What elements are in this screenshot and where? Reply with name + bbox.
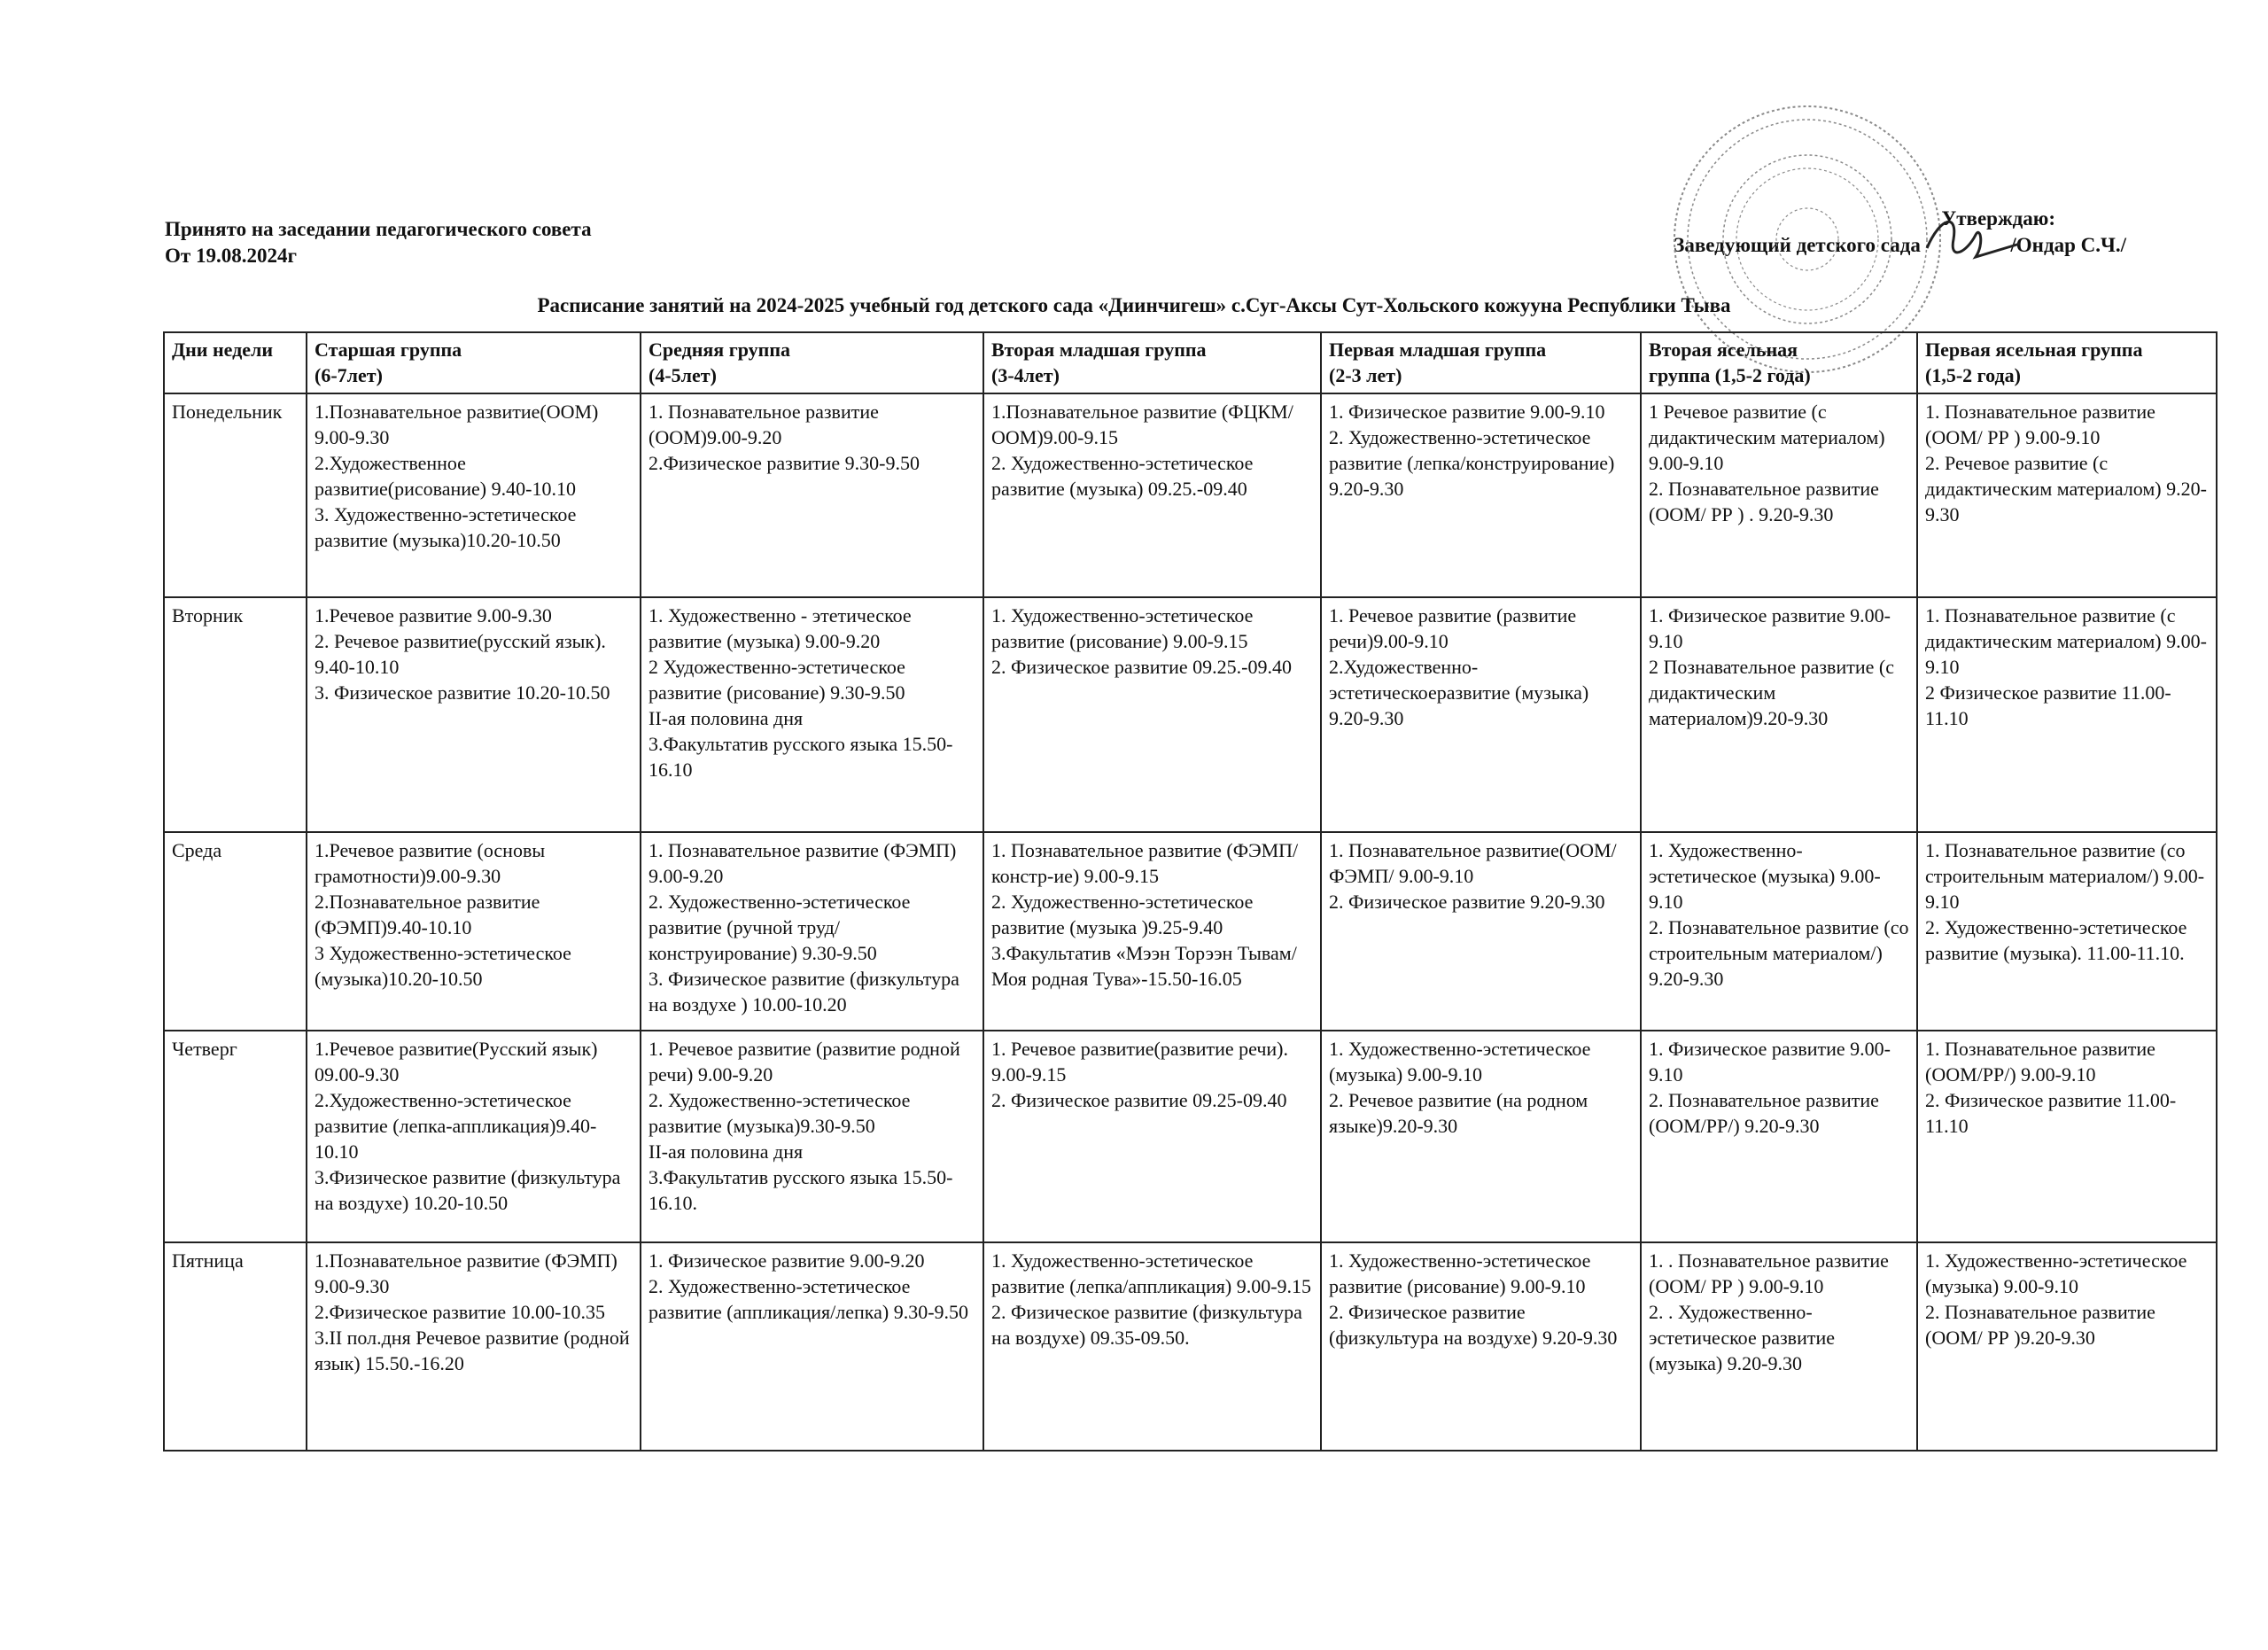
approve-block: [1674, 206, 2126, 259]
lesson-item: 2. Физическое развитие 09.25.-09.40: [991, 656, 1292, 678]
table-row: [164, 393, 2217, 597]
group-name: Первая ясельная группа: [1925, 339, 2143, 361]
group-name: Вторая младшая группа: [991, 339, 1207, 361]
lesson-item: 2. Художественно-эстетическое развитие (ручной труд/конструирование) 9.30-9.50: [649, 891, 911, 964]
column-header-group: [1917, 332, 2217, 393]
lesson-item: II-ая половина дня: [649, 1140, 804, 1163]
schedule-cell: [1321, 597, 1641, 832]
group-name: Первая младшая группа: [1329, 339, 1547, 361]
column-header-group: [641, 332, 983, 393]
column-header-group: [307, 332, 641, 393]
group-name: Вторая ясельная: [1649, 339, 1798, 361]
lesson-item: 2.Познавательное развитие (ФЭМП)9.40-10.10: [315, 891, 540, 938]
lesson-item: 2.Художественное развитие(рисование) 9.40-10.10: [315, 452, 576, 500]
group-age: группа (1,5-2 года): [1649, 364, 1811, 386]
lesson-item: 2 Познавательное развитие (с дидактическим материалом)9.20-9.30: [1649, 656, 1894, 729]
schedule-cell: [641, 832, 983, 1031]
lesson-item: 2. Физическое развитие (физкультура на воздухе) 09.35-09.50.: [991, 1301, 1302, 1349]
approve-label: Утверждаю:: [1941, 207, 2055, 230]
lesson-item: 1. Физическое развитие 9.00-9.20: [649, 1249, 925, 1272]
day-cell: Четверг: [164, 1031, 307, 1242]
lesson-item: 1. Художественно-эстетическое развитие (рисование) 9.00-9.15: [991, 604, 1254, 652]
schedule-cell: [1917, 393, 2217, 597]
lesson-item: 1.Речевое развитие (основы грамотности)9.00-9.30: [315, 839, 546, 887]
lesson-item: 2. Речевое развитие (с дидактическим материалом) 9.20-9.30: [1925, 452, 2207, 525]
lesson-item: 1. Речевое развитие (развитие речи)9.00-9.10: [1329, 604, 1577, 652]
lesson-item: 3. Художественно-эстетическое развитие (музыка)10.20-10.50: [315, 503, 577, 551]
day-cell: Пятница: [164, 1242, 307, 1451]
schedule-cell: [1641, 597, 1917, 832]
lesson-item: 1. Речевое развитие (развитие родной речи) 9.00-9.20: [649, 1038, 960, 1086]
lesson-item: 3.Факультатив русского языка 15.50-16.10: [649, 733, 953, 781]
lesson-item: 1.Познавательное развитие (ФЭМП) 9.00-9.30: [315, 1249, 617, 1297]
column-header-group: [983, 332, 1321, 393]
document-title: Расписание занятий на 2024-2025 учебный год детского сада «Диинчигеш» с.Суг-Аксы Сут-Хольского кожууна Республики Тыва: [537, 294, 1731, 316]
accepted-date: От 19.08.2024г: [165, 245, 297, 267]
approve-position: Заведующий детского сада: [1674, 234, 1921, 256]
lesson-item: 2.Художественно-эстетическоеразвитие (музыка) 9.20-9.30: [1329, 656, 1589, 729]
lesson-item: 1. Познавательное развитие(ООМ/ФЭМП/ 9.00-9.10: [1329, 839, 1617, 887]
lesson-item: 1.Познавательное развитие (ФЦКМ/ООМ)9.00-9.15: [991, 401, 1293, 448]
schedule-cell: [307, 1031, 641, 1242]
lesson-item: 2. Познавательное развитие (со строительным материалом/) 9.20-9.30: [1649, 916, 1909, 990]
lesson-item: 2. Художественно-эстетическое развитие (лепка/конструирование) 9.20-9.30: [1329, 426, 1615, 500]
lesson-item: 2. Речевое развитие (на родном языке)9.20-9.30: [1329, 1089, 1588, 1137]
lesson-item: 1. Художественно-эстетическое развитие (лепка/аппликация) 9.00-9.15: [991, 1249, 1312, 1297]
lesson-item: 3 Художественно-эстетическое (музыка)10.20-10.50: [315, 942, 571, 990]
lesson-item: 1. . Познавательное развитие (ООМ/ РР ) 9.00-9.10: [1649, 1249, 1889, 1297]
schedule-cell: [1321, 393, 1641, 597]
lesson-item: 1 Речевое развитие (с дидактическим материалом) 9.00-9.10: [1649, 401, 1885, 474]
lesson-item: 2. . Художественно-эстетическое развитие (музыка) 9.20-9.30: [1649, 1301, 1835, 1374]
lesson-item: 1. Художественно-эстетическое (музыка) 9.00-9.10: [1329, 1038, 1591, 1086]
lesson-item: 3.Факультатив «Мээн Торээн Тывам/Моя родная Тува»-15.50-16.05: [991, 942, 1297, 990]
schedule-cell: [307, 832, 641, 1031]
lesson-item: 2. Физическое развитие 09.25-09.40: [991, 1089, 1287, 1111]
schedule-cell: [307, 597, 641, 832]
lesson-item: 3.Факультатив русского языка 15.50-16.10.: [649, 1166, 953, 1214]
lesson-item: 1. Познавательное развитие (ООМ/РР/) 9.00-9.10: [1925, 1038, 2155, 1086]
schedule-cell: [307, 393, 641, 597]
schedule-cell: [641, 1242, 983, 1451]
lesson-item: 1. Познавательное развитие (ООМ)9.00-9.20: [649, 401, 879, 448]
group-age: (3-4лет): [991, 364, 1060, 386]
lesson-item: 2. Художественно-эстетическое развитие (музыка). 11.00-11.10.: [1925, 916, 2187, 964]
lesson-item: 2. Художественно-эстетическое развитие (музыка)9.30-9.50: [649, 1089, 911, 1137]
lesson-item: 2.Физическое развитие 10.00-10.35: [315, 1301, 605, 1323]
lesson-item: 2. Физическое развитие 11.00-11.10: [1925, 1089, 2177, 1137]
lesson-item: 1. Познавательное развитие (с дидактическим материалом) 9.00-9.10: [1925, 604, 2207, 678]
schedule-cell: [641, 597, 983, 832]
lesson-item: 1. Физическое развитие 9.00-9.10: [1649, 1038, 1891, 1086]
lesson-item: 1. Художественно-эстетическое развитие (рисование) 9.00-9.10: [1329, 1249, 1591, 1297]
lesson-item: 2. Художественно-эстетическое развитие (музыка )9.25-9.40: [991, 891, 1254, 938]
schedule-cell: [1321, 832, 1641, 1031]
column-header-days: [164, 332, 307, 393]
schedule-cell: [1641, 1242, 1917, 1451]
schedule-cell: [1321, 1242, 1641, 1451]
lesson-item: 1. Познавательное развитие (со строительным материалом/) 9.00-9.10: [1925, 839, 2205, 913]
lesson-item: 2. Физическое развитие (физкультура на воздухе) 9.20-9.30: [1329, 1301, 1618, 1349]
schedule-cell: [641, 393, 983, 597]
schedule-cell: [983, 597, 1321, 832]
lesson-item: 2. Художественно-эстетическое развитие (аппликация/лепка) 9.30-9.50: [649, 1275, 969, 1323]
lesson-item: 1. Речевое развитие(развитие речи). 9.00-9.15: [991, 1038, 1289, 1086]
table-row: [164, 1242, 2217, 1451]
schedule-cell: [983, 1242, 1321, 1451]
schedule-cell: [1917, 1242, 2217, 1451]
lesson-item: 3.Физическое развитие (физкультура на воздухе) 10.20-10.50: [315, 1166, 621, 1214]
approve-position-line: [1674, 232, 2126, 259]
group-age: (1,5-2 года): [1925, 364, 2021, 386]
header-row: [164, 332, 2217, 393]
lesson-item: 2.Художественно-эстетическое развитие (лепка-аппликация)9.40-10.10: [315, 1089, 597, 1163]
lesson-item: 1. Физическое развитие 9.00-9.10: [1649, 604, 1891, 652]
lesson-item: II-ая половина дня: [649, 707, 804, 729]
lesson-item: 3. Физическое развитие 10.20-10.50: [315, 681, 610, 704]
lesson-item: 2. Художественно-эстетическое развитие (музыка) 09.25.-09.40: [991, 452, 1254, 500]
lesson-item: 1.Речевое развитие 9.00-9.30: [315, 604, 552, 627]
approve-name: /Ондар С.Ч./: [2010, 234, 2126, 256]
group-age: (6-7лет): [315, 364, 383, 386]
schedule-cell: [983, 832, 1321, 1031]
lesson-item: 2. Речевое развитие(русский язык). 9.40-10.10: [315, 630, 606, 678]
schedule-cell: [307, 1242, 641, 1451]
column-header-group: [1641, 332, 1917, 393]
lesson-item: 1. Физическое развитие 9.00-9.10: [1329, 401, 1605, 423]
column-header-group: [1321, 332, 1641, 393]
schedule-cell: [1917, 597, 2217, 832]
schedule-cell: [641, 1031, 983, 1242]
lesson-item: 2. Физическое развитие 9.20-9.30: [1329, 891, 1605, 913]
lesson-item: 1.Познавательное развитие(ООМ) 9.00-9.30: [315, 401, 599, 448]
schedule-cell: [1917, 832, 2217, 1031]
lesson-item: 1. Художественно - этетическое развитие (музыка) 9.00-9.20: [649, 604, 912, 652]
lesson-item: 1. Познавательное развитие (ФЭМП) 9.00-9.20: [649, 839, 957, 887]
group-age: (4-5лет): [649, 364, 717, 386]
lesson-item: 1.Речевое развитие(Русский язык) 09.00-9.30: [315, 1038, 598, 1086]
lesson-item: 2. Познавательное развитие (ООМ/ РР )9.20-9.30: [1925, 1301, 2155, 1349]
schedule-cell: [1641, 1031, 1917, 1242]
lesson-item: 2 Художественно-эстетическое развитие (рисование) 9.30-9.50: [649, 656, 905, 704]
table-row: [164, 832, 2217, 1031]
schedule-cell: [1641, 832, 1917, 1031]
lesson-item: 1. Художественно-эстетическое (музыка) 9.00-9.10: [1649, 839, 1881, 913]
schedule-table: [163, 331, 2218, 1452]
lesson-item: 1. Познавательное развитие (ООМ/ РР ) 9.00-9.10: [1925, 401, 2155, 448]
table-row: [164, 1031, 2217, 1242]
schedule-cell: [983, 1031, 1321, 1242]
day-cell: Вторник: [164, 597, 307, 832]
lesson-item: 3.II пол.дня Речевое развитие (родной язык) 15.50.-16.20: [315, 1327, 630, 1374]
lesson-item: 2 Физическое развитие 11.00-11.10: [1925, 681, 2171, 729]
lesson-item: 2.Физическое развитие 9.30-9.50: [649, 452, 920, 474]
group-name: Дни недели: [172, 339, 274, 361]
group-name: Старшая группа: [315, 339, 462, 361]
lesson-item: 3. Физическое развитие (физкультура на воздухе ) 10.00-10.20: [649, 968, 959, 1016]
lesson-item: 2. Познавательное развитие (ООМ/ РР ) . 9.20-9.30: [1649, 478, 1879, 525]
schedule-cell: [983, 393, 1321, 597]
day-cell: Среда: [164, 832, 307, 1031]
schedule-cell: [1917, 1031, 2217, 1242]
schedule-cell: [1321, 1031, 1641, 1242]
accepted-block: [165, 216, 592, 269]
lesson-item: 1. Художественно-эстетическое (музыка) 9.00-9.10: [1925, 1249, 2187, 1297]
lesson-item: 2. Познавательное развитие (ООМ/РР/) 9.20-9.30: [1649, 1089, 1879, 1137]
table-row: [164, 597, 2217, 832]
lesson-item: 1. Познавательное развитие (ФЭМП/констр-ие) 9.00-9.15: [991, 839, 1299, 887]
schedule-cell: [1641, 393, 1917, 597]
group-age: (2-3 лет): [1329, 364, 1402, 386]
day-cell: Понедельник: [164, 393, 307, 597]
accepted-line: Принято на заседании педагогического совета: [165, 218, 592, 240]
group-name: Средняя группа: [649, 339, 790, 361]
